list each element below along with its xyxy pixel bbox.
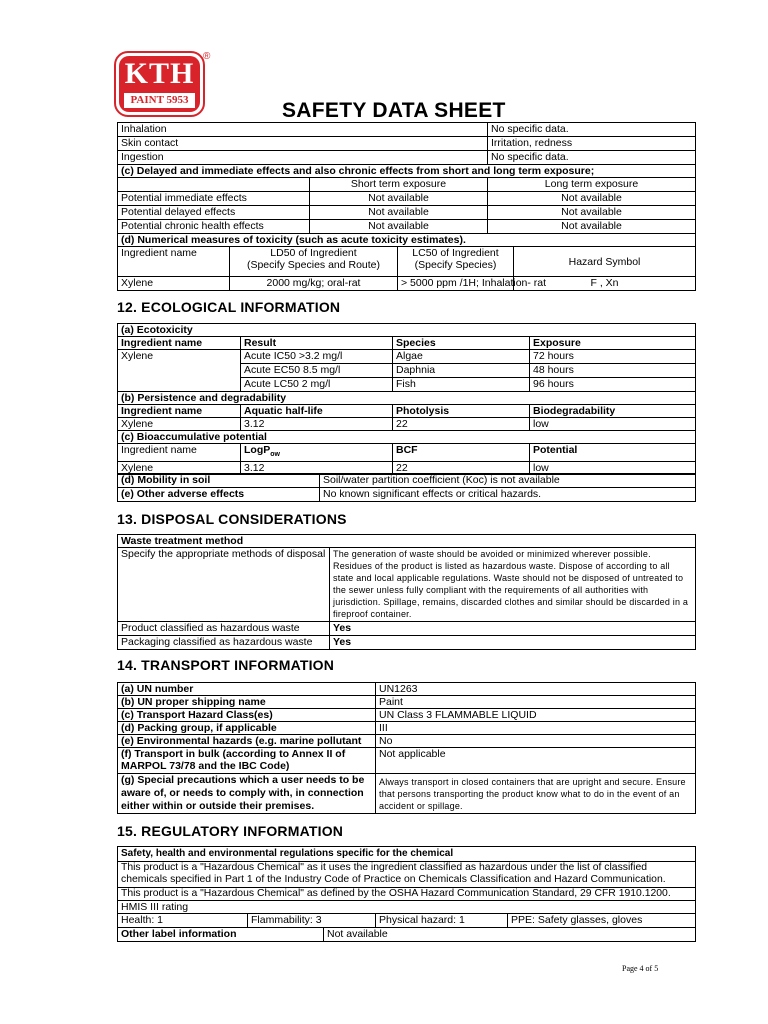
result-value: Acute EC50 8.5 mg/l	[241, 364, 393, 378]
hazardous-packaging-value: Yes	[330, 636, 696, 650]
column-header: Ingredient name	[118, 405, 241, 418]
tox-route-label: Ingestion	[118, 151, 488, 165]
section-heading-disposal: 13. DISPOSAL CONSIDERATIONS	[117, 511, 347, 527]
disposal-method-text: The generation of waste should be avoided or minimized wherever possible. Residues of the product is listed as hazardous waste. Dispose of according to all state and local applicable regulations. Waste should not be disposed of untreated to the sewer unless fully compliant with the requirements of all authorities with jurisdiction. Spillage, remains, discarded clothes and similar should be discarded in a fireproof container.	[330, 548, 696, 622]
species-value: Daphnia	[393, 364, 530, 378]
effect-value: Not available	[488, 206, 696, 220]
ingredient-name: Xylene	[118, 277, 230, 291]
company-logo	[114, 51, 205, 117]
effect-value: Not available	[310, 206, 488, 220]
tox-d-heading: (d) Numerical measures of toxicity (such as acute toxicity estimates).	[118, 234, 696, 247]
logp-value: 3.12	[241, 462, 393, 475]
mobility-value: Soil/water partition coefficient (Koc) is not available	[320, 474, 696, 488]
column-header: Species	[393, 337, 530, 350]
exposure-value: 72 hours	[530, 350, 696, 364]
hmis-rating-table	[117, 913, 696, 928]
effect-label: Potential delayed effects	[118, 206, 310, 220]
blank-cell	[118, 178, 310, 192]
tox-route-label: Inhalation	[118, 123, 488, 137]
transport-value: Not applicable	[376, 748, 696, 774]
species-value: Algae	[393, 350, 530, 364]
regulatory-statement: This product is a "Hazardous Chemical" as defined by the OSHA Hazard Communication Standard, 29 CFR 1910.1200.	[118, 888, 696, 901]
exposure-value: 96 hours	[530, 378, 696, 392]
column-header: BCF	[393, 444, 530, 462]
transport-label: (b) UN proper shipping name	[118, 696, 376, 709]
regulatory-table	[117, 846, 696, 914]
column-header: Hazard Symbol	[514, 247, 696, 277]
regulatory-statement: This product is a "Hazardous Chemical" as it uses the ingredient classified as hazardous under the list of classified chemicals specified in Part 1 of the Industry Code of Practice on Chemicals Classification and Hazard Communication.	[118, 862, 696, 888]
eco-b-heading: (b) Persistence and degradability	[118, 392, 696, 405]
effect-value: Not available	[310, 220, 488, 234]
section-heading-regulatory: 15. REGULATORY INFORMATION	[117, 823, 344, 839]
effect-value: Not available	[310, 192, 488, 206]
column-header: LogP$_{ow}$	[241, 444, 393, 462]
transport-table	[117, 682, 696, 814]
column-header: Ingredient name	[118, 444, 241, 462]
logo-subtext: PAINT 5953	[124, 93, 195, 108]
transport-label: (f) Transport in bulk (according to Annex II of MARPOL 73/78 and the IBC Code)	[118, 748, 376, 774]
transport-value: No	[376, 735, 696, 748]
photolysis-value: 22	[393, 418, 530, 431]
column-header: Aquatic half-life	[241, 405, 393, 418]
section-heading-transport: 14. TRANSPORT INFORMATION	[117, 657, 335, 673]
hmis-health: Health: 1	[118, 914, 248, 928]
transport-label: (a) UN number	[118, 683, 376, 696]
hazardous-waste-value: Yes	[330, 622, 696, 636]
tox-route-value: Irritation, redness	[488, 137, 696, 151]
potential-value: low	[530, 462, 696, 475]
transport-label: (c) Transport Hazard Class(es)	[118, 709, 376, 722]
column-header: Exposure	[530, 337, 696, 350]
adverse-effects-label: (e) Other adverse effects	[118, 488, 320, 502]
other-label-value: Not available	[324, 928, 696, 942]
transport-value: Always transport in closed containers that are upright and secure. Ensure that persons transporting the product know what to do in the event of an accident or spillage.	[376, 774, 696, 814]
hazardous-packaging-label: Packaging classified as hazardous waste	[118, 636, 330, 650]
transport-value: UN Class 3 FLAMMABLE LIQUID	[376, 709, 696, 722]
column-header: Ingredient name	[118, 337, 241, 350]
disposal-table	[117, 534, 696, 650]
transport-label: (e) Environmental hazards (e.g. marine pollutant	[118, 735, 376, 748]
page-title: SAFETY DATA SHEET	[282, 99, 506, 122]
biodegradability-value: low	[530, 418, 696, 431]
column-header: LD50 of Ingredient (Specify Species and Route)	[230, 247, 398, 277]
toxicity-numeric-table	[117, 246, 696, 291]
eco-c-heading: (c) Bioaccumulative potential	[118, 431, 696, 444]
ecological-table	[117, 323, 696, 475]
mobility-label: (d) Mobility in soil	[118, 474, 320, 488]
column-header: LC50 of Ingredient (Specify Species)	[398, 247, 514, 277]
eco-a-heading: (a) Ecotoxicity	[118, 324, 696, 337]
hmis-heading: HMIS III rating	[118, 901, 696, 914]
other-label-heading: Other label information	[118, 928, 324, 942]
transport-label: (g) Special precautions which a user needs to be aware of, or needs to comply with, in connection either within or outside their premises.	[118, 774, 376, 814]
disposal-method-label: Specify the appropriate methods of disposal	[118, 548, 330, 622]
registered-mark: ®	[203, 51, 211, 62]
ingredient-name: Xylene	[118, 350, 241, 392]
other-label-table	[117, 927, 696, 942]
exposure-value: 48 hours	[530, 364, 696, 378]
section-heading-ecological: 12. ECOLOGICAL INFORMATION	[117, 299, 341, 315]
transport-value: Paint	[376, 696, 696, 709]
transport-value: III	[376, 722, 696, 735]
half-life-value: 3.12	[241, 418, 393, 431]
transport-label: (d) Packing group, if applicable	[118, 722, 376, 735]
page-number: Page 4 of 5	[622, 964, 659, 973]
hmis-flammability: Flammability: 3	[248, 914, 376, 928]
regulatory-subheading: Safety, health and environmental regulations specific for the chemical	[118, 847, 696, 862]
tox-c-heading: (c) Delayed and immediate effects and also chronic effects from short and long term exposure;	[118, 165, 696, 178]
column-header: Long term exposure	[488, 178, 696, 192]
ld50-value: 2000 mg/kg; oral-rat	[230, 277, 398, 291]
column-header: Biodegradability	[530, 405, 696, 418]
column-header: Photolysis	[393, 405, 530, 418]
toxicity-table	[117, 122, 696, 247]
effect-label: Potential immediate effects	[118, 192, 310, 206]
effect-value: Not available	[488, 192, 696, 206]
ingredient-name: Xylene	[118, 418, 241, 431]
result-value: Acute LC50 2 mg/l	[241, 378, 393, 392]
hazard-symbol: F , Xn	[514, 277, 696, 291]
column-header: Result	[241, 337, 393, 350]
adverse-effects-value: No known significant effects or critical hazards.	[320, 488, 696, 502]
column-header: Ingredient name	[118, 247, 230, 277]
tox-route-value: No specific data.	[488, 151, 696, 165]
column-header: Potential	[530, 444, 696, 462]
ingredient-name: Xylene	[118, 462, 241, 475]
disposal-subheading: Waste treatment method	[118, 535, 696, 548]
effect-value: Not available	[488, 220, 696, 234]
lc50-value: > 5000 ppm /1H; Inhalation- rat	[398, 277, 514, 291]
tox-route-label: Skin contact	[118, 137, 488, 151]
hmis-physical-hazard: Physical hazard: 1	[376, 914, 508, 928]
hmis-ppe: PPE: Safety glasses, gloves	[508, 914, 696, 928]
bcf-value: 22	[393, 462, 530, 475]
transport-value: UN1263	[376, 683, 696, 696]
ecological-mobility-table	[117, 473, 696, 502]
tox-route-value: No specific data.	[488, 123, 696, 137]
hazardous-waste-label: Product classified as hazardous waste	[118, 622, 330, 636]
column-header: Short term exposure	[310, 178, 488, 192]
result-value: Acute IC50 >3.2 mg/l	[241, 350, 393, 364]
logo-text: KTH	[124, 57, 195, 90]
effect-label: Potential chronic health effects	[118, 220, 310, 234]
species-value: Fish	[393, 378, 530, 392]
